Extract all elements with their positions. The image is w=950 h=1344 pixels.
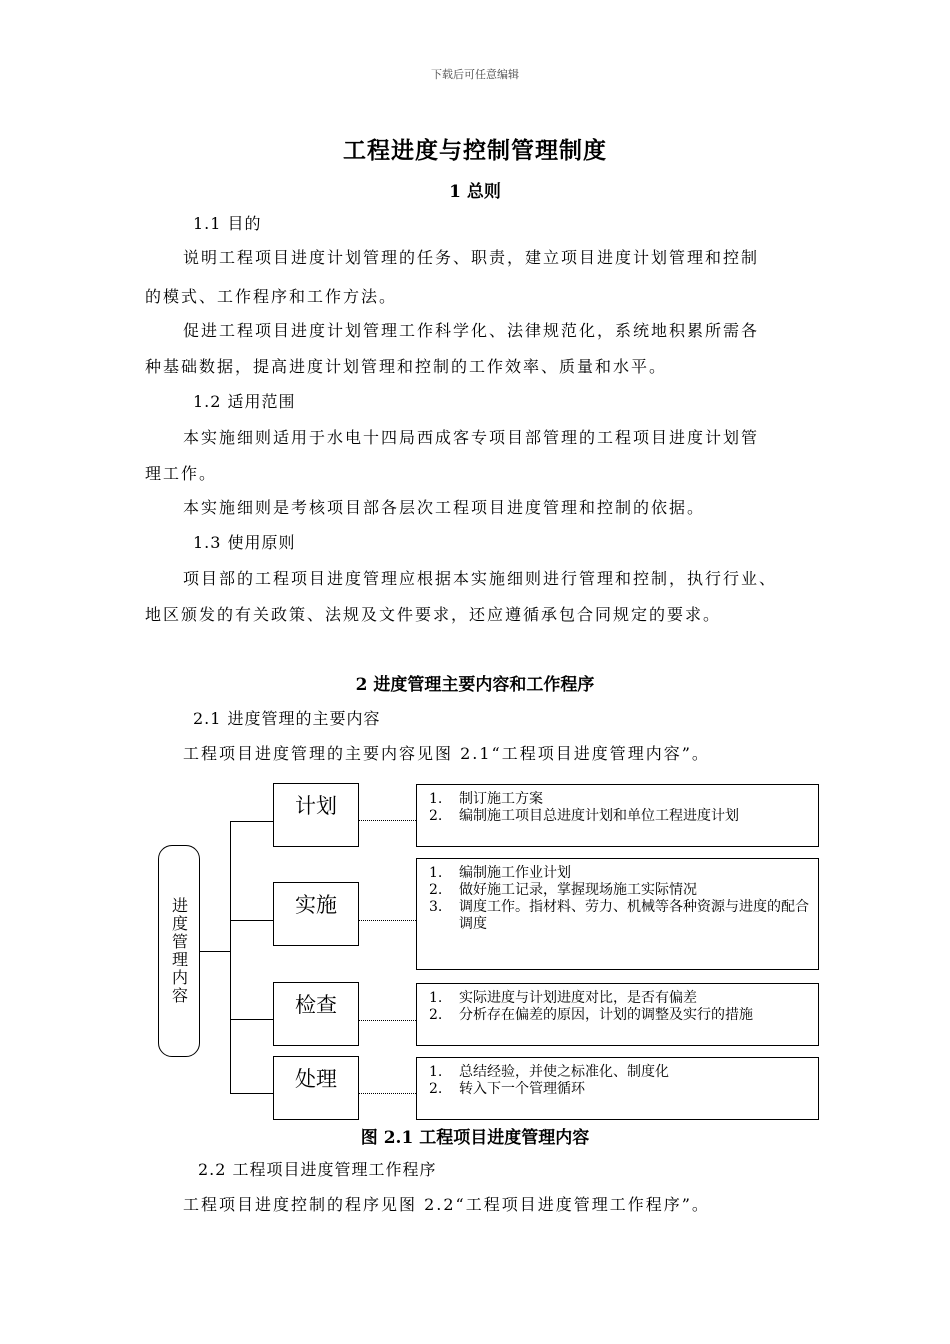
- list-item: 1. 总结经验，并使之标准化、制度化: [429, 1064, 669, 1080]
- subsection-2-2-label: 2.2 工程项目进度管理工作程序: [198, 1160, 437, 1179]
- list-item: 2. 转入下一个管理循环: [429, 1081, 585, 1097]
- diagram-root-label: 进度管理内容: [169, 897, 189, 1005]
- paragraph-line: 本实施细则适用于水电十四局西成客专项目部管理的工程项目进度计划管: [183, 428, 760, 447]
- dotted-connector: [359, 920, 416, 921]
- paragraph-line: 工程项目进度管理的主要内容见图 2.1“工程项目进度管理内容”。: [183, 744, 710, 763]
- connector-line: [230, 920, 273, 921]
- list-item: 2. 编制施工项目总进度计划和单位工程进度计划: [429, 808, 739, 824]
- category-box-plan: [273, 783, 359, 847]
- category-label: 计划: [295, 794, 337, 818]
- diagram-root-box: [158, 845, 200, 1057]
- detail-box-plan: [416, 784, 819, 847]
- subsection-2-1-label: 2.1 进度管理的主要内容: [193, 709, 381, 728]
- subsection-1-3-label: 1.3 使用原则: [193, 533, 296, 552]
- list-item: 1. 制订施工方案: [429, 791, 543, 807]
- category-label: 实施: [295, 893, 337, 917]
- dotted-connector: [359, 1020, 416, 1021]
- detail-box-execute: [416, 858, 819, 970]
- paragraph-line: 说明工程项目进度计划管理的任务、职责，建立项目进度计划管理和控制: [183, 248, 760, 267]
- paragraph-line: 种基础数据，提高进度计划管理和控制的工作效率、质量和水平。: [145, 357, 668, 376]
- dotted-connector: [359, 820, 416, 821]
- list-item: 1. 实际进度与计划进度对比，是否有偏差: [429, 990, 697, 1006]
- connector-trunk: [230, 821, 231, 1093]
- header-note: 下载后可任意编辑: [431, 68, 519, 81]
- subsection-1-2-label: 1.2 适用范围: [193, 392, 296, 411]
- category-label: 检查: [295, 993, 337, 1017]
- detail-box-check: [416, 983, 819, 1046]
- category-box-execute: [273, 882, 359, 946]
- list-item: 1. 编制施工作业计划: [429, 865, 571, 881]
- paragraph-line: 促进工程项目进度计划管理工作科学化、法律规范化，系统地积累所需各: [183, 321, 760, 340]
- category-box-check: [273, 982, 359, 1046]
- section-2-heading: 2 进度管理主要内容和工作程序: [355, 675, 595, 695]
- subsection-1-1-label: 1.1 目的: [193, 214, 262, 233]
- connector-line: [200, 951, 230, 952]
- category-label: 处理: [295, 1067, 337, 1091]
- paragraph-line: 工程项目进度控制的程序见图 2.2“工程项目进度管理工作程序”。: [183, 1195, 710, 1214]
- paragraph-line: 理工作。: [145, 464, 218, 483]
- paragraph-line: 地区颁发的有关政策、法规及文件要求，还应遵循承包合同规定的要求。: [145, 605, 722, 624]
- list-item: 2. 分析存在偏差的原因，计划的调整及实行的措施: [429, 1007, 753, 1023]
- paragraph-line: 项目部的工程项目进度管理应根据本实施细则进行管理和控制，执行行业、: [183, 569, 778, 588]
- connector-line: [230, 1093, 273, 1094]
- paragraph-line: 本实施细则是考核项目部各层次工程项目进度管理和控制的依据。: [183, 498, 706, 517]
- document-title: 工程进度与控制管理制度: [343, 137, 607, 164]
- list-item: 3. 调度工作。指材料、劳力、机械等各种资源与进度的配合调度: [429, 899, 809, 932]
- connector-line: [230, 821, 273, 822]
- dotted-connector: [359, 1093, 416, 1094]
- connector-line: [230, 1019, 273, 1020]
- list-item: 2. 做好施工记录，掌握现场施工实际情况: [429, 882, 697, 898]
- paragraph-line: 的模式、工作程序和工作方法。: [145, 287, 398, 306]
- category-box-handle: [273, 1056, 359, 1120]
- section-1-heading: 1 总则: [449, 182, 501, 202]
- detail-box-handle: [416, 1057, 819, 1120]
- figure-caption: 图 2.1 工程项目进度管理内容: [360, 1128, 590, 1148]
